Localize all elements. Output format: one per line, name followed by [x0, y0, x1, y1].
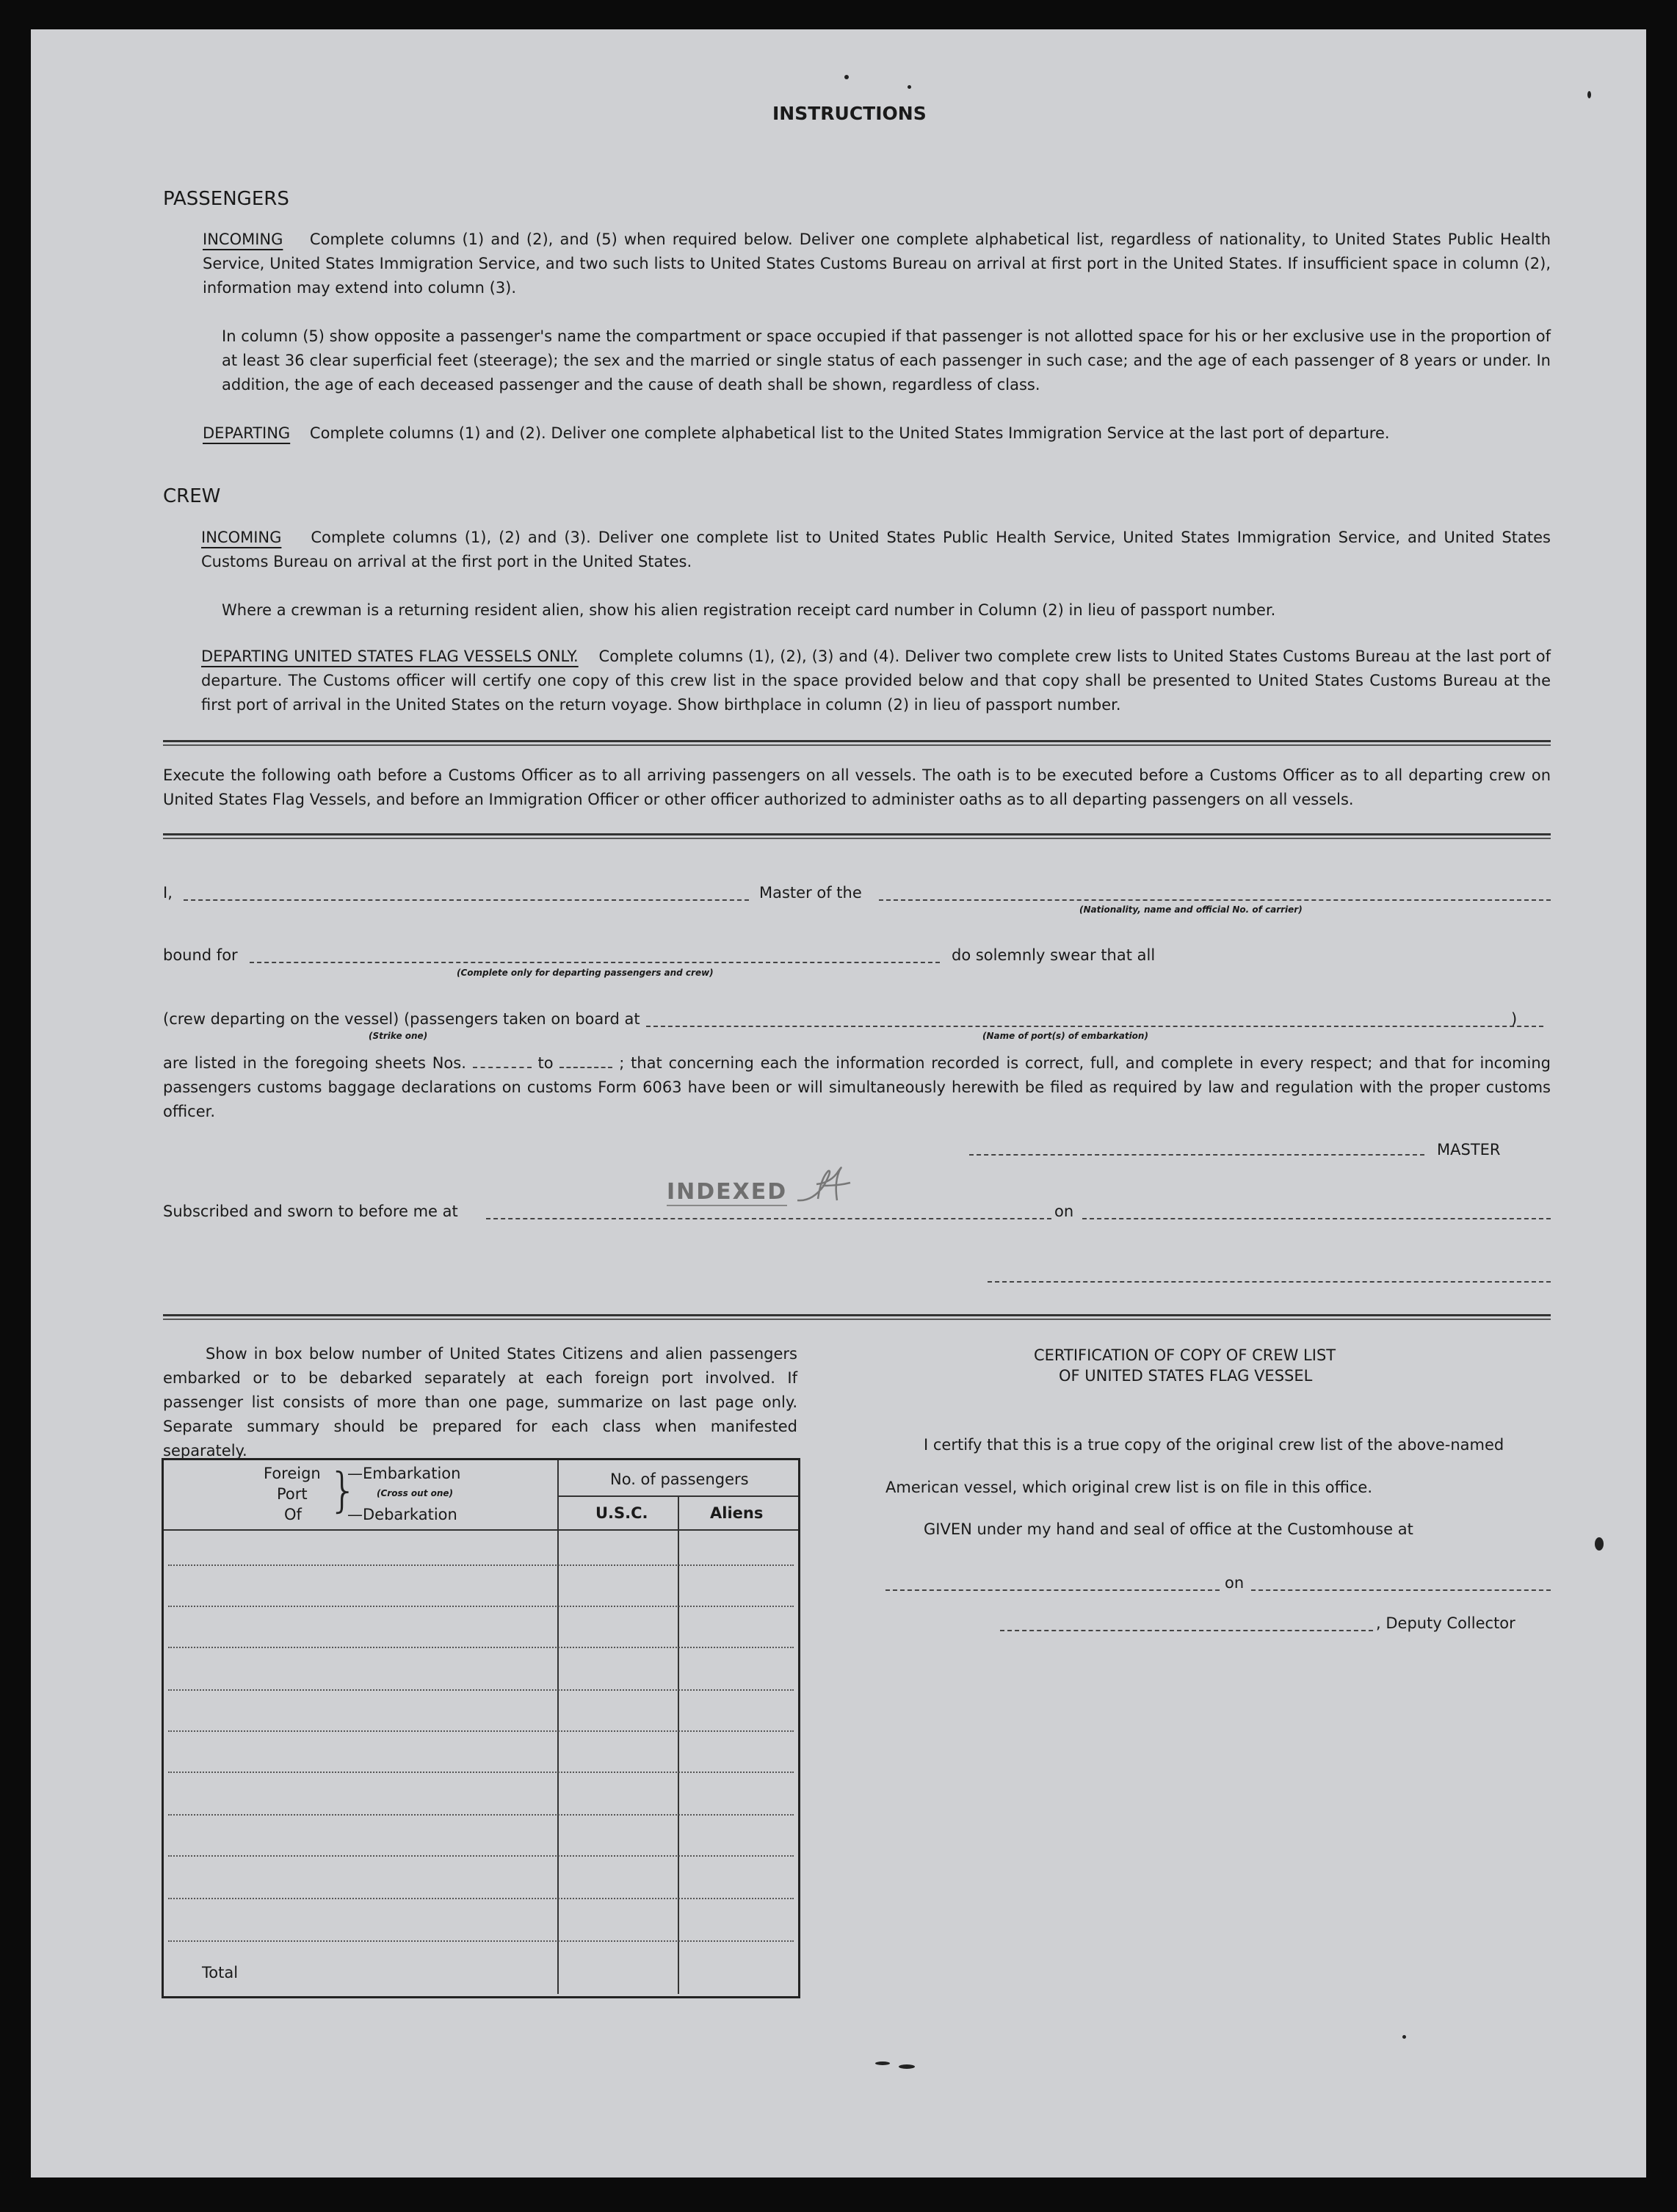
listed-rest: ; that concerning each the information recorded is correct, full, and complete in every respect; and that for incoming passengers customs baggage declarations on customs Form 6063 have been or will simultaneously herewith be filed as required by law and regulation with the proper customs officer.	[163, 1054, 1551, 1120]
summary-instructions: Show in box below number of United States Citizens and alien passengers embarked or to be debarked separately at each foreign port involved. If passenger list consists of more than one page, summarize on last page only. Separate summary should be prepared for each class when manifested separately.	[163, 1345, 797, 1459]
handwritten-initials-icon	[794, 1164, 853, 1209]
indexed-stamp: INDEXED	[667, 1179, 788, 1205]
listed-prefix: are listed in the foregoing sheets Nos.	[163, 1054, 466, 1072]
table-row[interactable]	[168, 1647, 794, 1648]
close-paren: )	[1511, 1010, 1518, 1028]
crew-incoming-paragraph	[201, 526, 1551, 574]
table-row[interactable]	[168, 1898, 794, 1899]
form-page	[31, 29, 1646, 2177]
deputy-signature-field[interactable]	[1000, 1630, 1373, 1631]
scan-speck	[1402, 2035, 1406, 2039]
crew-incoming-label: INCOMING	[201, 529, 282, 546]
master-of-label: Master of the	[759, 884, 862, 902]
debarkation-option[interactable]: —Debarkation	[347, 1506, 457, 1523]
sworn-on-label: on	[1054, 1203, 1074, 1220]
bound-for-field[interactable]	[250, 962, 940, 963]
col-divider-2	[678, 1495, 679, 1994]
subscribed-label: Subscribed and sworn to before me at	[163, 1203, 458, 1220]
swear-label: do solemnly swear that all	[952, 946, 1156, 964]
carrier-field[interactable]	[879, 899, 1551, 901]
certification-line2: American vessel, which original crew list is on file in this office.	[885, 1479, 1373, 1496]
table-row[interactable]	[168, 1855, 794, 1857]
nationality-hint: (Nationality, name and official No. of carrier)	[1079, 904, 1303, 915]
passengers-heading: PASSENGERS	[163, 188, 289, 210]
table-row[interactable]	[168, 1772, 794, 1773]
crew-departing-paragraph	[201, 645, 1551, 717]
crew-heading: CREW	[163, 485, 221, 507]
oath-intro: Execute the following oath before a Customs Officer as to all arriving passengers on all vessels. The oath is to be executed before a Customs Officer as to all departing crew on United States Flag Vessels, and before an Immigration Officer or other officer authorized to administer oaths as to all departing passengers on all vessels.	[163, 766, 1551, 808]
listed-paragraph	[163, 1051, 1551, 1124]
foreign-label: Foreign	[264, 1465, 321, 1482]
deputy-collector-label: , Deputy Collector	[1376, 1614, 1515, 1632]
strike-hint: (Strike one)	[369, 1031, 428, 1041]
certification-date-field[interactable]	[1251, 1589, 1551, 1591]
oath-i-label: I,	[163, 884, 173, 902]
passengers-departing-text: Complete columns (1) and (2). Deliver one complete alphabetical list to the United States Immigration Service at the last port of departure.	[309, 424, 1390, 442]
master-name-field[interactable]	[184, 899, 749, 901]
divider-2	[163, 833, 1551, 839]
sheet-from-field[interactable]	[473, 1067, 532, 1068]
scan-speck	[875, 2061, 890, 2065]
scan-speck	[1587, 91, 1591, 98]
sheet-to-field[interactable]	[559, 1067, 612, 1068]
passengers-departing-label: DEPARTING	[203, 424, 291, 442]
page-title: INSTRUCTIONS	[772, 103, 927, 124]
certification-line3: GIVEN under my hand and seal of office at the Customhouse at	[924, 1520, 1413, 1538]
usc-header: U.S.C.	[595, 1504, 648, 1522]
certification-on-label: on	[1225, 1574, 1245, 1592]
passengers-incoming-label: INCOMING	[203, 231, 283, 248]
total-label: Total	[202, 1964, 239, 1981]
no-passengers-header: No. of passengers	[610, 1471, 749, 1488]
scan-speck	[908, 85, 911, 89]
divider-3	[163, 1314, 1551, 1320]
scan-speck	[899, 2064, 915, 2069]
officer-signature-field[interactable]	[988, 1281, 1551, 1283]
master-label: MASTER	[1437, 1141, 1501, 1158]
embarkation-option[interactable]: —Embarkation	[347, 1465, 461, 1482]
certification-line1: I certify that this is a true copy of the original crew list of the above-named	[924, 1436, 1504, 1454]
embarkation-port-field[interactable]	[646, 1026, 1543, 1027]
cross-out-hint: (Cross out one)	[377, 1488, 454, 1498]
passengers-incoming-paragraph	[203, 228, 1551, 300]
col-divider-1	[557, 1460, 559, 1994]
master-signature-field[interactable]	[969, 1154, 1424, 1156]
bound-hint: (Complete only for departing passengers and crew)	[457, 968, 714, 978]
brace-icon: }	[328, 1464, 358, 1518]
port-label: Port	[277, 1485, 308, 1503]
divider-1	[163, 740, 1551, 746]
to-label: to	[537, 1054, 554, 1072]
passenger-summary-table	[162, 1458, 800, 1998]
passengers-departing-paragraph	[203, 421, 1551, 446]
crew-incoming-text: Complete columns (1), (2) and (3). Deliver one complete list to United States Public Health Service, United States Immigration Service, and United States Customs Bureau on arrival at the first port in the United States.	[201, 529, 1551, 570]
table-row[interactable]	[168, 1814, 794, 1816]
table-row[interactable]	[168, 1564, 794, 1566]
sworn-place-field[interactable]	[486, 1218, 1051, 1219]
customhouse-field[interactable]	[885, 1589, 1220, 1591]
table-row[interactable]	[168, 1606, 794, 1607]
table-row[interactable]	[168, 1940, 794, 1942]
port-hint: (Name of port(s) of embarkation)	[982, 1031, 1148, 1041]
aliens-header: Aliens	[710, 1504, 764, 1522]
header-subdivider	[557, 1495, 798, 1497]
crew-resident-paragraph: Where a crewman is a returning resident alien, show his alien registration receipt card number in Column (2) in lieu of passport number.	[222, 601, 1276, 619]
scan-speck	[1595, 1537, 1604, 1551]
header-bottom-line	[164, 1529, 798, 1531]
table-row[interactable]	[168, 1730, 794, 1732]
crew-departing-text: Complete columns (1), (2), (3) and (4). Deliver two complete crew lists to United States Customs Bureau at the last port of departure. The Customs officer will certify one copy of this crew list in the space provided below and that copy shall be presented to United States Customs Bureau at the first port of arrival in the United States on the return voyage. Show birthplace in column (2) in lieu of passport number.	[201, 648, 1551, 714]
of-label: Of	[284, 1506, 302, 1523]
certification-title-line2: OF UNITED STATES FLAG VESSEL	[1059, 1367, 1313, 1385]
crew-passengers-label: (crew departing on the vessel) (passengers taken on board at	[163, 1010, 640, 1028]
crew-departing-label: DEPARTING UNITED STATES FLAG VESSELS ONLY.	[201, 648, 579, 665]
sworn-date-field[interactable]	[1082, 1218, 1551, 1219]
certification-title-line1: CERTIFICATION OF COPY OF CREW LIST	[1034, 1346, 1336, 1364]
passengers-incoming-text: Complete columns (1) and (2), and (5) when required below. Deliver one complete alphabetical list, regardless of nationality, to United States Public Health Service, United States Immigration Service, and two such lists to United States Customs Bureau on arrival at first port in the United States. If insufficient space in column (2), information may extend into column (3).	[203, 231, 1551, 297]
table-row[interactable]	[168, 1689, 794, 1691]
passengers-column5-paragraph: In column (5) show opposite a passenger's name the compartment or space occupied if that passenger is not allotted space for his or her exclusive use in the proportion of at least 36 clear superficial feet (steerage); the sex and the married or single status of each passenger in such case; and the age of each passenger of 8 years or under. In addition, the age of each deceased passenger and the cause of death shall be shown, regardless of class.	[222, 327, 1551, 394]
scan-speck	[844, 75, 849, 79]
bound-for-label: bound for	[163, 946, 238, 964]
